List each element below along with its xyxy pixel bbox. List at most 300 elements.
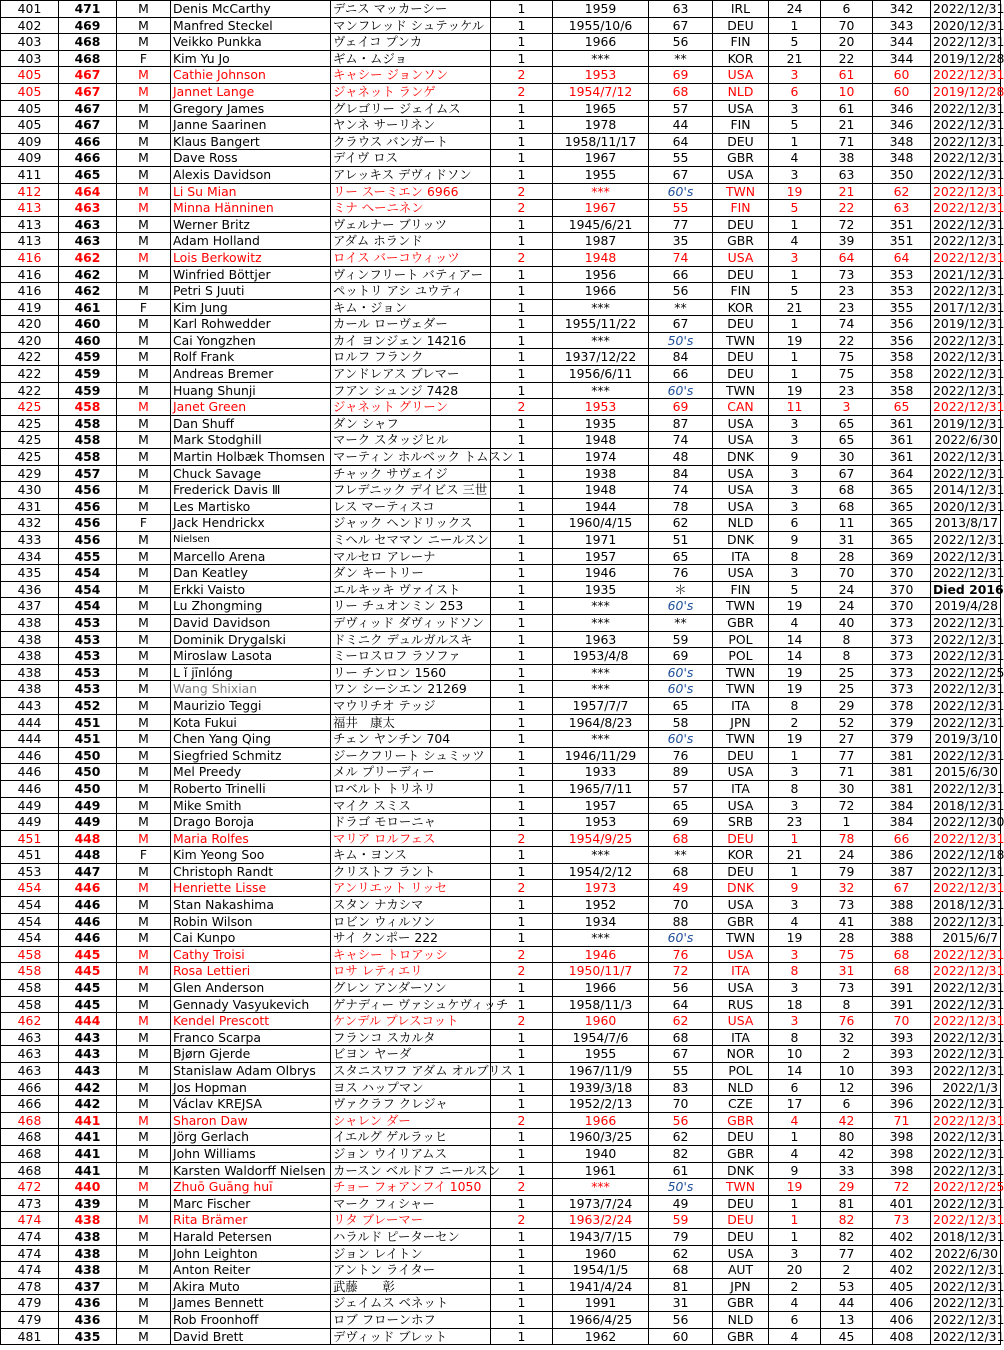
kana-name-cell: チェン ヤンチン 704 — [331, 731, 491, 748]
name-cell: Nielsen — [171, 532, 331, 549]
kana-name-cell: ミーロスロフ ラソファ — [331, 648, 491, 665]
date-cell: 2022/12/31 — [931, 133, 1001, 150]
birth-cell: 1946/11/29 — [553, 747, 649, 764]
age-cell: 76 — [649, 946, 713, 963]
gender-cell: M — [117, 598, 171, 615]
age-cell: 69 — [649, 814, 713, 831]
birth-cell: 1978 — [553, 117, 649, 134]
country-rank-cell: 3 — [769, 797, 821, 814]
group-rank-cell: 402 — [873, 1262, 931, 1279]
age-cell: 89 — [649, 764, 713, 781]
national-rank-cell: 73 — [821, 266, 873, 283]
date-cell: 2022/12/31 — [931, 1129, 1001, 1146]
name-cell: Jos Hopman — [171, 1079, 331, 1096]
group-rank-cell: 370 — [873, 598, 931, 615]
country-rank-cell: 3 — [769, 897, 821, 914]
national-rank-cell: 27 — [821, 731, 873, 748]
date-cell: 2022/12/31 — [931, 249, 1001, 266]
category-cell: 1 — [491, 664, 553, 681]
group-rank-cell: 398 — [873, 1145, 931, 1162]
country-rank-cell: 3 — [769, 415, 821, 432]
country-rank-cell: 19 — [769, 681, 821, 698]
country-cell: DEU — [713, 1212, 769, 1229]
rank-cell: 413 — [1, 233, 59, 250]
country-cell: FIN — [713, 283, 769, 300]
birth-cell: 1944 — [553, 498, 649, 515]
kana-name-cell: デニス マッカーシー — [331, 1, 491, 18]
gender-cell: M — [117, 1079, 171, 1096]
score-cell: 461 — [59, 299, 117, 316]
category-cell: 1 — [491, 930, 553, 947]
rank-cell: 454 — [1, 880, 59, 897]
score-cell: 468 — [59, 50, 117, 67]
group-rank-cell: 60 — [873, 83, 931, 100]
age-cell: ** — [649, 847, 713, 864]
country-cell: DNK — [713, 449, 769, 466]
birth-cell: 1938 — [553, 465, 649, 482]
kana-name-cell: ジョン レイトン — [331, 1245, 491, 1262]
national-rank-cell: 11 — [821, 515, 873, 532]
age-cell: 68 — [649, 863, 713, 880]
gender-cell: M — [117, 1112, 171, 1129]
kana-name-cell: ヤンネ サーリネン — [331, 117, 491, 134]
birth-cell: 1946 — [553, 565, 649, 582]
date-cell: 2022/12/31 — [931, 631, 1001, 648]
age-cell: 74 — [649, 249, 713, 266]
country-cell: POL — [713, 631, 769, 648]
date-cell: 2013/8/17 — [931, 515, 1001, 532]
name-cell: David Brett — [171, 1328, 331, 1345]
country-cell: DEU — [713, 1195, 769, 1212]
birth-cell: 1973/7/24 — [553, 1195, 649, 1212]
category-cell: 2 — [491, 830, 553, 847]
rank-cell: 403 — [1, 50, 59, 67]
date-cell: 2022/12/31 — [931, 349, 1001, 366]
category-cell: 1 — [491, 299, 553, 316]
country-cell: DEU — [713, 216, 769, 233]
rank-cell: 429 — [1, 465, 59, 482]
birth-cell: 1941/4/24 — [553, 1278, 649, 1295]
name-cell: Wang Shixian — [171, 681, 331, 698]
gender-cell: M — [117, 150, 171, 167]
table-row — [1, 980, 1001, 997]
kana-name-cell: ジャック ヘンドリックス — [331, 515, 491, 532]
date-cell: 2022/12/31 — [931, 996, 1001, 1013]
gender-cell: M — [117, 17, 171, 34]
group-rank-cell: 353 — [873, 283, 931, 300]
name-cell: Dave Ross — [171, 150, 331, 167]
table-row — [1, 614, 1001, 631]
category-cell: 2 — [491, 1013, 553, 1030]
rank-cell: 425 — [1, 399, 59, 416]
country-cell: NLD — [713, 1311, 769, 1328]
birth-cell: 1953 — [553, 67, 649, 84]
birth-cell: 1954/7/6 — [553, 1029, 649, 1046]
kana-name-cell: フランコ スカルタ — [331, 1029, 491, 1046]
national-rank-cell: 63 — [821, 166, 873, 183]
national-rank-cell: 22 — [821, 332, 873, 349]
national-rank-cell: 13 — [821, 1311, 873, 1328]
gender-cell: M — [117, 697, 171, 714]
rank-cell: 438 — [1, 664, 59, 681]
category-cell: 1 — [491, 166, 553, 183]
table-row — [1, 1063, 1001, 1080]
birth-cell: 1953 — [553, 814, 649, 831]
rank-cell: 443 — [1, 697, 59, 714]
score-cell: 460 — [59, 332, 117, 349]
kana-name-cell: ヨス ハップマン — [331, 1079, 491, 1096]
table-row — [1, 1145, 1001, 1162]
rank-cell: 458 — [1, 963, 59, 980]
score-cell: 453 — [59, 681, 117, 698]
national-rank-cell: 31 — [821, 532, 873, 549]
score-cell: 450 — [59, 780, 117, 797]
score-cell: 438 — [59, 1262, 117, 1279]
group-rank-cell: 393 — [873, 1029, 931, 1046]
rank-cell: 446 — [1, 780, 59, 797]
rank-cell: 474 — [1, 1228, 59, 1245]
age-cell: 44 — [649, 117, 713, 134]
country-cell: KOR — [713, 847, 769, 864]
national-rank-cell: 23 — [821, 299, 873, 316]
score-cell: 455 — [59, 548, 117, 565]
national-rank-cell: 71 — [821, 133, 873, 150]
date-cell: 2022/12/31 — [931, 1212, 1001, 1229]
national-rank-cell: 24 — [821, 847, 873, 864]
rank-cell: 437 — [1, 598, 59, 615]
name-cell: Sharon Daw — [171, 1112, 331, 1129]
table-row — [1, 681, 1001, 698]
national-rank-cell: 23 — [821, 283, 873, 300]
date-cell: 2014/12/31 — [931, 482, 1001, 499]
name-cell: Kota Fukui — [171, 714, 331, 731]
birth-cell: *** — [553, 664, 649, 681]
birth-cell: *** — [553, 332, 649, 349]
gender-cell: M — [117, 747, 171, 764]
gender-cell: M — [117, 980, 171, 997]
national-rank-cell: 72 — [821, 797, 873, 814]
kana-name-cell: メル プリーディー — [331, 764, 491, 781]
age-cell: 35 — [649, 233, 713, 250]
group-rank-cell: 358 — [873, 366, 931, 383]
rank-cell: 409 — [1, 150, 59, 167]
name-cell: Zhuō Guāng huī — [171, 1179, 331, 1196]
birth-cell: 1953/4/8 — [553, 648, 649, 665]
gender-cell: M — [117, 382, 171, 399]
date-cell: 2022/12/31 — [931, 117, 1001, 134]
group-rank-cell: 405 — [873, 1278, 931, 1295]
date-cell: 2022/12/31 — [931, 1195, 1001, 1212]
name-cell: Lois Berkowitz — [171, 249, 331, 266]
group-rank-cell: 361 — [873, 415, 931, 432]
national-rank-cell: 8 — [821, 631, 873, 648]
country-cell: DNK — [713, 880, 769, 897]
date-cell: 2022/12/18 — [931, 847, 1001, 864]
table-row — [1, 449, 1001, 466]
country-cell: FIN — [713, 34, 769, 51]
national-rank-cell: 73 — [821, 897, 873, 914]
rank-cell: 405 — [1, 67, 59, 84]
gender-cell: M — [117, 498, 171, 515]
date-cell: 2022/12/31 — [931, 980, 1001, 997]
kana-name-cell: ミヘル セママン ニールスン — [331, 532, 491, 549]
country-rank-cell: 4 — [769, 913, 821, 930]
category-cell: 1 — [491, 1079, 553, 1096]
rank-cell: 405 — [1, 83, 59, 100]
gender-cell: M — [117, 814, 171, 831]
country-cell: TWN — [713, 664, 769, 681]
kana-name-cell: クリストフ ラント — [331, 863, 491, 880]
birth-cell: 1960 — [553, 1245, 649, 1262]
country-cell: USA — [713, 100, 769, 117]
group-rank-cell: 67 — [873, 880, 931, 897]
rank-cell: 434 — [1, 548, 59, 565]
score-cell: 437 — [59, 1278, 117, 1295]
table-row — [1, 1228, 1001, 1245]
name-cell: Frederick Davis Ⅲ — [171, 482, 331, 499]
age-cell: ** — [649, 50, 713, 67]
table-row — [1, 133, 1001, 150]
group-rank-cell: 391 — [873, 996, 931, 1013]
group-rank-cell: 63 — [873, 200, 931, 217]
group-rank-cell: 65 — [873, 399, 931, 416]
table-row — [1, 100, 1001, 117]
category-cell: 1 — [491, 432, 553, 449]
country-cell: USA — [713, 1245, 769, 1262]
date-cell: 2022/1/3 — [931, 1079, 1001, 1096]
category-cell: 1 — [491, 415, 553, 432]
name-cell: Glen Anderson — [171, 980, 331, 997]
country-cell: USA — [713, 432, 769, 449]
age-cell: 62 — [649, 515, 713, 532]
birth-cell: *** — [553, 1179, 649, 1196]
table-row — [1, 764, 1001, 781]
country-rank-cell: 18 — [769, 996, 821, 1013]
country-cell: TWN — [713, 681, 769, 698]
country-rank-cell: 5 — [769, 117, 821, 134]
kana-name-cell: キャシー トロアッシ — [331, 946, 491, 963]
gender-cell: M — [117, 963, 171, 980]
category-cell: 1 — [491, 1029, 553, 1046]
group-rank-cell: 72 — [873, 1179, 931, 1196]
table-row — [1, 1262, 1001, 1279]
gender-cell: M — [117, 565, 171, 582]
category-cell: 1 — [491, 598, 553, 615]
national-rank-cell: 12 — [821, 1079, 873, 1096]
group-rank-cell: 73 — [873, 1212, 931, 1229]
country-cell: RUS — [713, 996, 769, 1013]
country-rank-cell: 8 — [769, 963, 821, 980]
country-rank-cell: 1 — [769, 1228, 821, 1245]
national-rank-cell: 81 — [821, 1195, 873, 1212]
kana-name-cell: カイ ヨンジェン 14216 — [331, 332, 491, 349]
national-rank-cell: 20 — [821, 34, 873, 51]
date-cell: 2022/12/31 — [931, 548, 1001, 565]
category-cell: 1 — [491, 1295, 553, 1312]
score-cell: 451 — [59, 731, 117, 748]
name-cell: Akira Muto — [171, 1278, 331, 1295]
age-cell: 74 — [649, 482, 713, 499]
name-cell: Werner Britz — [171, 216, 331, 233]
age-cell: 64 — [649, 996, 713, 1013]
birth-cell: 1948 — [553, 249, 649, 266]
score-cell: 445 — [59, 980, 117, 997]
birth-cell: 1966/4/25 — [553, 1311, 649, 1328]
name-cell: Gennady Vasyukevich — [171, 996, 331, 1013]
name-cell: Janne Saarinen — [171, 117, 331, 134]
table-row — [1, 731, 1001, 748]
country-cell: DEU — [713, 863, 769, 880]
kana-name-cell: デイヴ ロス — [331, 150, 491, 167]
kana-name-cell: キム・ヨンス — [331, 847, 491, 864]
name-cell: Siegfried Schmitz — [171, 747, 331, 764]
category-cell: 1 — [491, 1311, 553, 1328]
age-cell: 56 — [649, 34, 713, 51]
age-cell: ** — [649, 614, 713, 631]
name-cell: Stan Nakashima — [171, 897, 331, 914]
score-cell: 445 — [59, 963, 117, 980]
rank-cell: 458 — [1, 946, 59, 963]
country-rank-cell: 11 — [769, 399, 821, 416]
gender-cell: M — [117, 1295, 171, 1312]
national-rank-cell: 45 — [821, 1328, 873, 1345]
kana-name-cell: スタニスワフ アダム オルブリス — [331, 1063, 491, 1080]
score-cell: 458 — [59, 432, 117, 449]
country-rank-cell: 14 — [769, 1063, 821, 1080]
category-cell: 1 — [491, 34, 553, 51]
date-cell: 2022/12/31 — [931, 614, 1001, 631]
score-cell: 445 — [59, 946, 117, 963]
age-cell: 55 — [649, 200, 713, 217]
gender-cell: F — [117, 299, 171, 316]
group-rank-cell: 398 — [873, 1129, 931, 1146]
country-rank-cell: 9 — [769, 880, 821, 897]
country-rank-cell: 4 — [769, 614, 821, 631]
score-cell: 449 — [59, 797, 117, 814]
table-row — [1, 996, 1001, 1013]
gender-cell: M — [117, 166, 171, 183]
national-rank-cell: 52 — [821, 714, 873, 731]
national-rank-cell: 42 — [821, 1145, 873, 1162]
group-rank-cell: 402 — [873, 1228, 931, 1245]
category-cell: 1 — [491, 482, 553, 499]
gender-cell: M — [117, 283, 171, 300]
kana-name-cell: ペットリ アシ ユウティ — [331, 283, 491, 300]
birth-cell: 1945/6/21 — [553, 216, 649, 233]
score-cell: 439 — [59, 1195, 117, 1212]
category-cell: 2 — [491, 946, 553, 963]
kana-name-cell: マーク スタッジヒル — [331, 432, 491, 449]
country-cell: ITA — [713, 963, 769, 980]
age-cell: 59 — [649, 631, 713, 648]
group-rank-cell: 365 — [873, 498, 931, 515]
national-rank-cell: 72 — [821, 216, 873, 233]
country-cell: GBR — [713, 1295, 769, 1312]
country-cell: GBR — [713, 614, 769, 631]
group-rank-cell: 388 — [873, 930, 931, 947]
rank-cell: 405 — [1, 100, 59, 117]
gender-cell: F — [117, 515, 171, 532]
category-cell: 1 — [491, 266, 553, 283]
birth-cell: 1952 — [553, 897, 649, 914]
gender-cell: M — [117, 714, 171, 731]
category-cell: 1 — [491, 1262, 553, 1279]
birth-cell: 1960/4/15 — [553, 515, 649, 532]
table-row — [1, 349, 1001, 366]
rank-cell: 463 — [1, 1029, 59, 1046]
date-cell: 2019/12/28 — [931, 83, 1001, 100]
age-cell: 66 — [649, 366, 713, 383]
category-cell: 1 — [491, 1195, 553, 1212]
table-row — [1, 316, 1001, 333]
score-cell: 465 — [59, 166, 117, 183]
rank-cell: 453 — [1, 863, 59, 880]
score-cell: 441 — [59, 1129, 117, 1146]
country-rank-cell: 4 — [769, 1295, 821, 1312]
country-rank-cell: 19 — [769, 598, 821, 615]
kana-name-cell: リタ ブレーマー — [331, 1212, 491, 1229]
gender-cell: M — [117, 200, 171, 217]
birth-cell: *** — [553, 847, 649, 864]
score-cell: 443 — [59, 1046, 117, 1063]
table-row — [1, 266, 1001, 283]
group-rank-cell: 373 — [873, 631, 931, 648]
age-cell: 60 — [649, 1328, 713, 1345]
birth-cell: 1955/11/22 — [553, 316, 649, 333]
category-cell: 1 — [491, 1245, 553, 1262]
gender-cell: M — [117, 1096, 171, 1113]
kana-name-cell: ワン シーシエン 21269 — [331, 681, 491, 698]
birth-cell: 1934 — [553, 913, 649, 930]
category-cell: 1 — [491, 714, 553, 731]
name-cell: Petri S Juuti — [171, 283, 331, 300]
country-cell: USA — [713, 498, 769, 515]
category-cell: 1 — [491, 863, 553, 880]
kana-name-cell: ロベルト トリネリ — [331, 780, 491, 797]
name-cell: Manfred Steckel — [171, 17, 331, 34]
age-cell: 82 — [649, 1145, 713, 1162]
name-cell: Cathie Johnson — [171, 67, 331, 84]
date-cell: 2022/12/31 — [931, 166, 1001, 183]
rank-cell: 458 — [1, 980, 59, 997]
country-cell: USA — [713, 565, 769, 582]
table-row — [1, 880, 1001, 897]
country-cell: DEU — [713, 266, 769, 283]
country-cell: USA — [713, 946, 769, 963]
kana-name-cell: リー チンロン 1560 — [331, 664, 491, 681]
category-cell: 1 — [491, 366, 553, 383]
date-cell: 2019/12/28 — [931, 50, 1001, 67]
national-rank-cell: 75 — [821, 946, 873, 963]
national-rank-cell: 80 — [821, 1129, 873, 1146]
country-cell: DEU — [713, 830, 769, 847]
category-cell: 1 — [491, 797, 553, 814]
table-row — [1, 150, 1001, 167]
birth-cell: 1963 — [553, 631, 649, 648]
rank-cell: 466 — [1, 1079, 59, 1096]
rank-cell: 481 — [1, 1328, 59, 1345]
score-cell: 450 — [59, 764, 117, 781]
table-row — [1, 166, 1001, 183]
table-row — [1, 50, 1001, 67]
name-cell: Marc Fischer — [171, 1195, 331, 1212]
score-cell: 463 — [59, 233, 117, 250]
age-cell: 60's — [649, 930, 713, 947]
gender-cell: M — [117, 332, 171, 349]
national-rank-cell: 10 — [821, 83, 873, 100]
group-rank-cell: 381 — [873, 764, 931, 781]
name-cell: Rolf Frank — [171, 349, 331, 366]
